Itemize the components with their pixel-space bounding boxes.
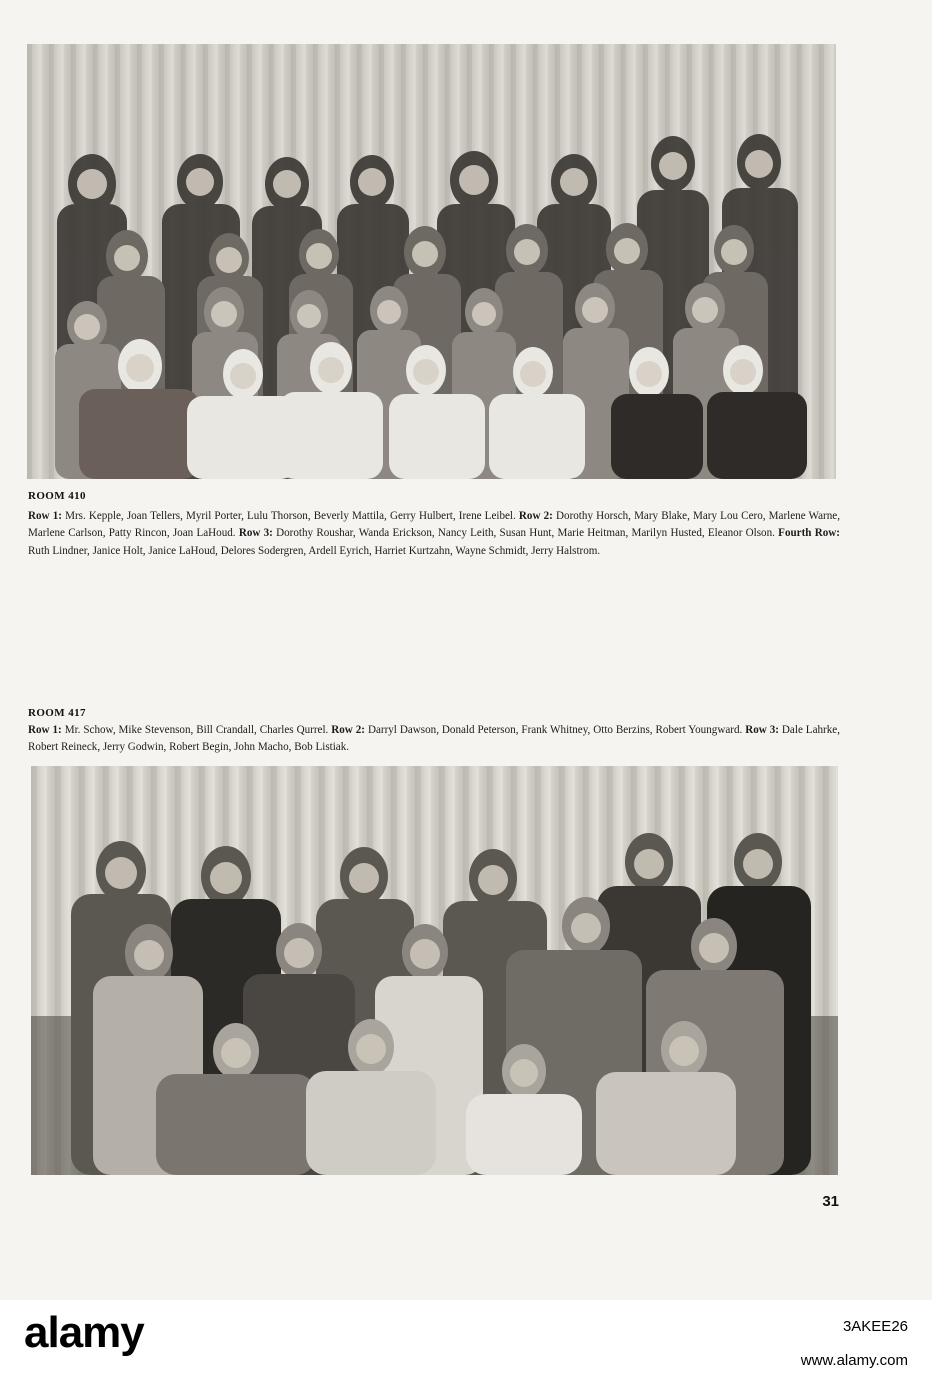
row-2-label: Row 2: [331,724,365,736]
image-id: 3AKEE26 [842,1318,908,1335]
row-4-label: Fourth Row: [778,527,840,540]
row-1-names: Mrs. Kepple, Joan Tellers, Myril Porter, Lulu Thorson, Beverly Mattila, Gerry Hulbert, Irene Leibel. [61,510,519,522]
row-2-names: Darryl Dawson, Donald Peterson, Frank Whitney, Otto Berzins, Robert Youngward. [365,724,746,736]
room-410-class-photo [27,44,836,479]
row-1-label: Row 1: [28,724,62,736]
room-417-heading: ROOM 417 [28,707,86,719]
alamy-logo: alamy [24,1308,144,1357]
row-3-names: Dale Lahrke, Robert Reineck, Jerry Godwin, Robert Begin, John Macho, Bob Listiak. [28,724,840,754]
room-417-caption [28,722,840,757]
room-410-caption [28,508,840,560]
row-2-names: Dorothy Horsch, Mary Blake, Mary Lou Cero, Marlene Warne, Marlene Carlson, Patty Rincon, Joan LaHoud. [28,510,840,540]
room-410-heading: ROOM 410 [28,490,86,502]
page-number: 31 [822,1193,839,1210]
row-2-label: Row 2: [518,510,553,522]
source-url: www.alamy.com [800,1352,908,1369]
row-1-names: Mr. Schow, Mike Stevenson, Bill Crandall, Charles Qurrel. [61,724,332,736]
row-4-names: Ruth Lindner, Janice Holt, Janice LaHoud, Delores Sodergren, Ardell Eyrich, Harriet Kurtzahn, Wayne Schmidt, Jerry Halstrom. [28,544,601,557]
row-3-label: Row 3: [238,527,273,540]
room-417-class-photo [31,766,838,1175]
row-3-label: Row 3: [745,724,779,736]
row-3-names: Dorothy Roushar, Wanda Erickson, Nancy Leith, Susan Hunt, Marie Heitman, Marilyn Husted, Eleanor Olson. [272,527,779,540]
row-1-label: Row 1: [28,510,62,522]
